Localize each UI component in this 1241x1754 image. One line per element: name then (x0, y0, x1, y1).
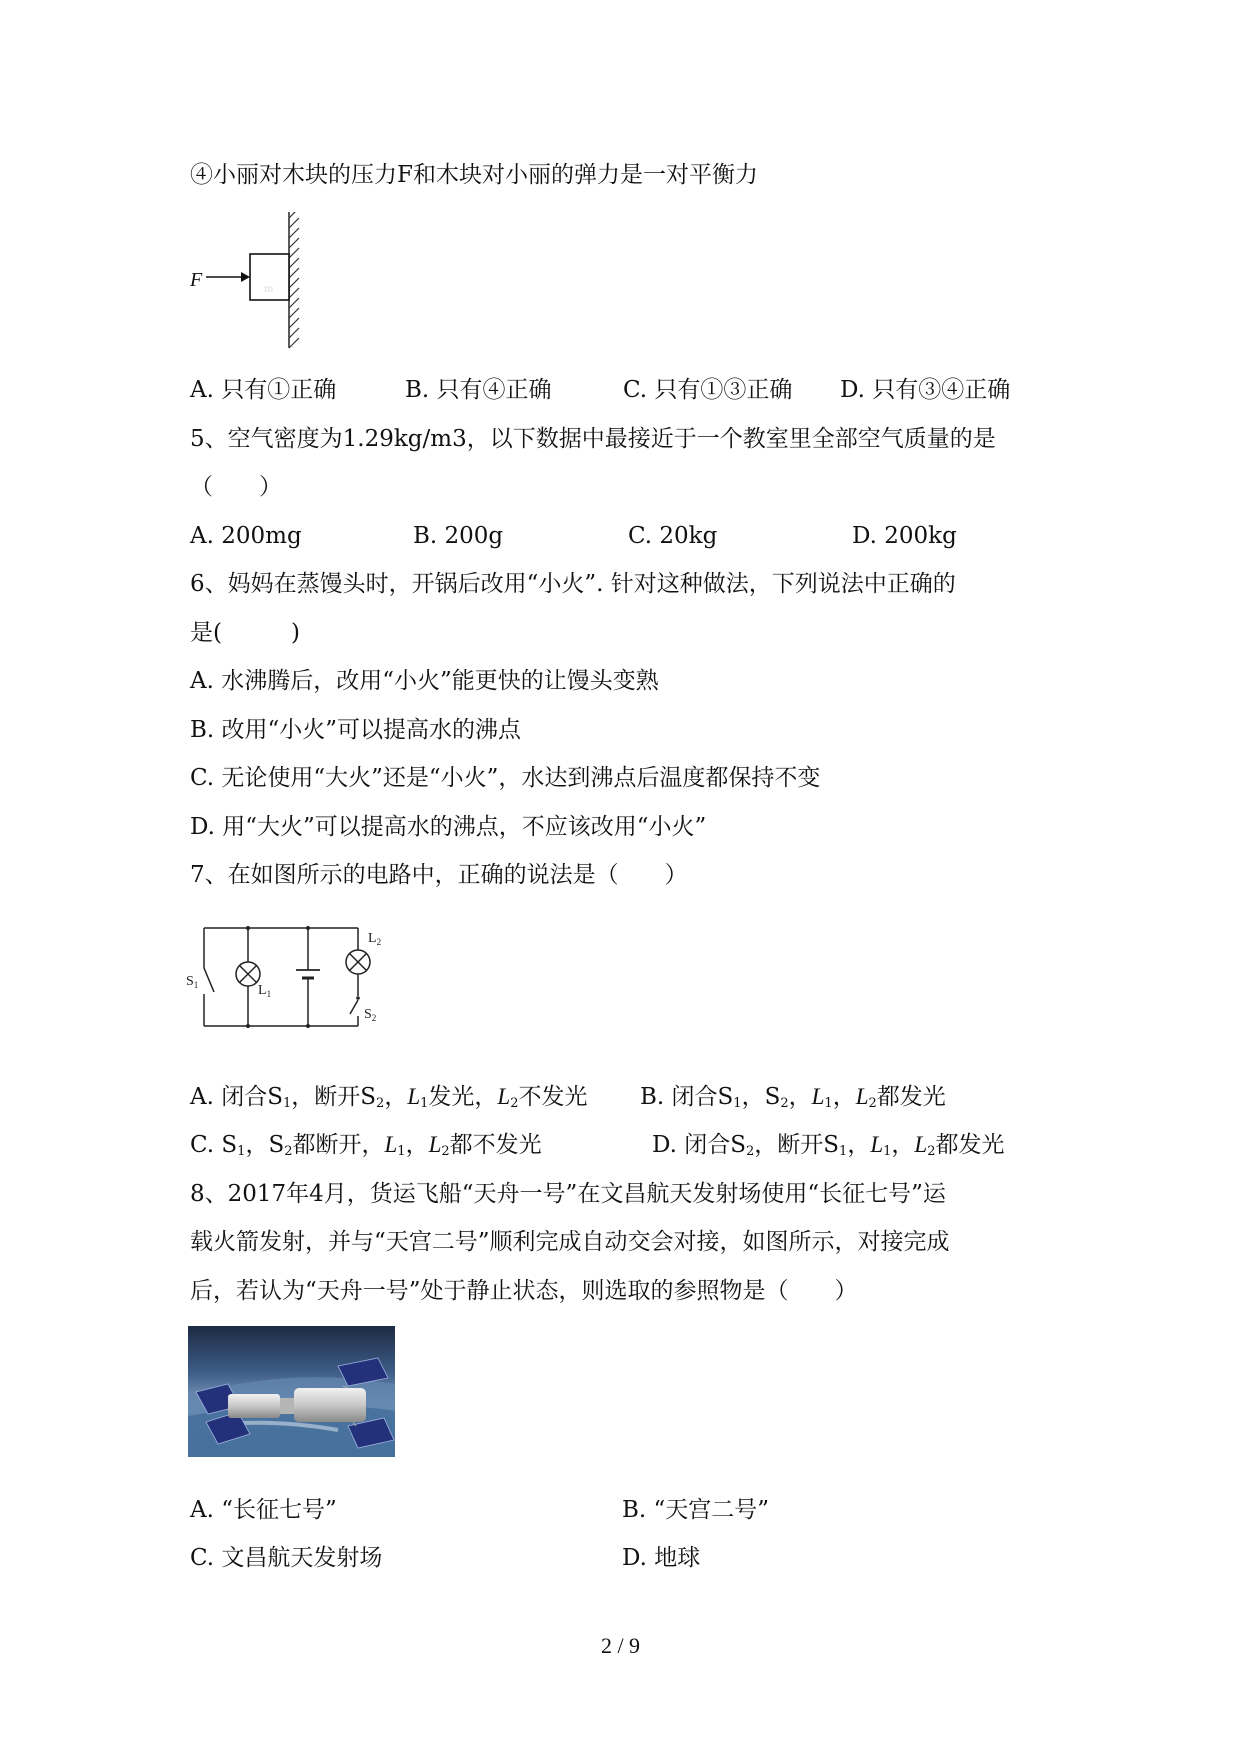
q5-stem-line1: 5、空气密度为1.29kg/m3，以下数据中最接近于一个教室里全部空气质量的是 (190, 426, 996, 452)
page-number: 2 / 9 (600, 1633, 641, 1658)
block-label: m (264, 281, 274, 295)
q8-option-c: C. 文昌航天发射场 (190, 1545, 383, 1571)
arrow-head-icon (241, 272, 250, 282)
q5-stem-line2: （ ） (190, 474, 282, 500)
q6-stem-line2: 是( ) (190, 620, 300, 646)
label-l2: $L_2$ (368, 931, 382, 947)
circuit-diagram (186, 918, 386, 1038)
q6-option-a: A. 水沸腾后，改用“小火”能更快的让馒头变熟 (190, 668, 659, 694)
q8-option-d: D. 地球 (622, 1545, 701, 1571)
label-s1: $S_1$ (186, 974, 199, 990)
q4-option-a: A. 只有①正确 (190, 377, 337, 403)
q6-option-d: D. 用“大火”可以提高水的沸点，不应该改用“小火” (190, 814, 707, 840)
wall-hatching (289, 212, 299, 348)
q6-stem-line1: 6、妈妈在蒸馒头时，开锅后改用“小火”. 针对这种做法，下列说法中正确的 (190, 571, 956, 597)
q8-option-a: A. “长征七号” (190, 1497, 337, 1523)
label-l1: $L_1$ (258, 983, 272, 999)
q5-option-a: A. 200mg (190, 523, 302, 549)
force-wall-diagram (188, 212, 308, 352)
q8-stem-line1: 8、2017年4月，货运飞船“天舟一号”在文昌航天发射场使用“长征七号”运 (190, 1181, 946, 1207)
label-s2: $S_2$ (364, 1007, 377, 1023)
q7-option-b: B. 闭合$S_1$，$S_2$，$L_1$，$L_2$都发光 (640, 1084, 946, 1111)
q4-option-c: C. 只有①③正确 (623, 377, 793, 403)
switch-s2 (350, 1000, 358, 1014)
q5-option-d: D. 200kg (852, 523, 957, 549)
space-lab-hull (294, 1388, 366, 1422)
q4-statement-4: ④小丽对木块的压力F和木块对小丽的弹力是一对平衡力 (190, 162, 758, 188)
q8-stem-line2: 载火箭发射，并与“天宫二号”顺利完成自动交会对接，如图所示，对接完成 (190, 1229, 950, 1255)
force-label: F (190, 269, 203, 291)
switch-s1 (204, 968, 214, 992)
q8-option-b: B. “天宫二号” (622, 1497, 770, 1523)
cargo-ship-hull (228, 1394, 280, 1418)
spacecraft-docking-photo (188, 1326, 395, 1457)
q5-option-b: B. 200g (413, 523, 504, 549)
q5-option-c: C. 20kg (628, 523, 718, 549)
q6-option-c: C. 无论使用“大火”还是“小火”，水达到沸点后温度都保持不变 (190, 765, 821, 791)
q7-stem: 7、在如图所示的电路中，正确的说法是（ ） (190, 862, 688, 888)
q7-option-d: D. 闭合$S_2$，断开$S_1$，$L_1$，$L_2$都发光 (652, 1132, 1005, 1159)
q7-option-c: C. $S_1$，$S_2$都断开，$L_1$，$L_2$都不发光 (190, 1132, 542, 1159)
q4-option-b: B. 只有④正确 (405, 377, 552, 403)
q8-stem-line3: 后，若认为“天舟一号”处于静止状态，则选取的参照物是（ ） (190, 1278, 858, 1304)
q7-option-a: A. 闭合$S_1$，断开$S_2$，$L_1$发光，$L_2$不发光 (190, 1084, 588, 1111)
q4-option-d: D. 只有③④正确 (840, 377, 1011, 403)
q6-option-b: B. 改用“小火”可以提高水的沸点 (190, 717, 522, 743)
